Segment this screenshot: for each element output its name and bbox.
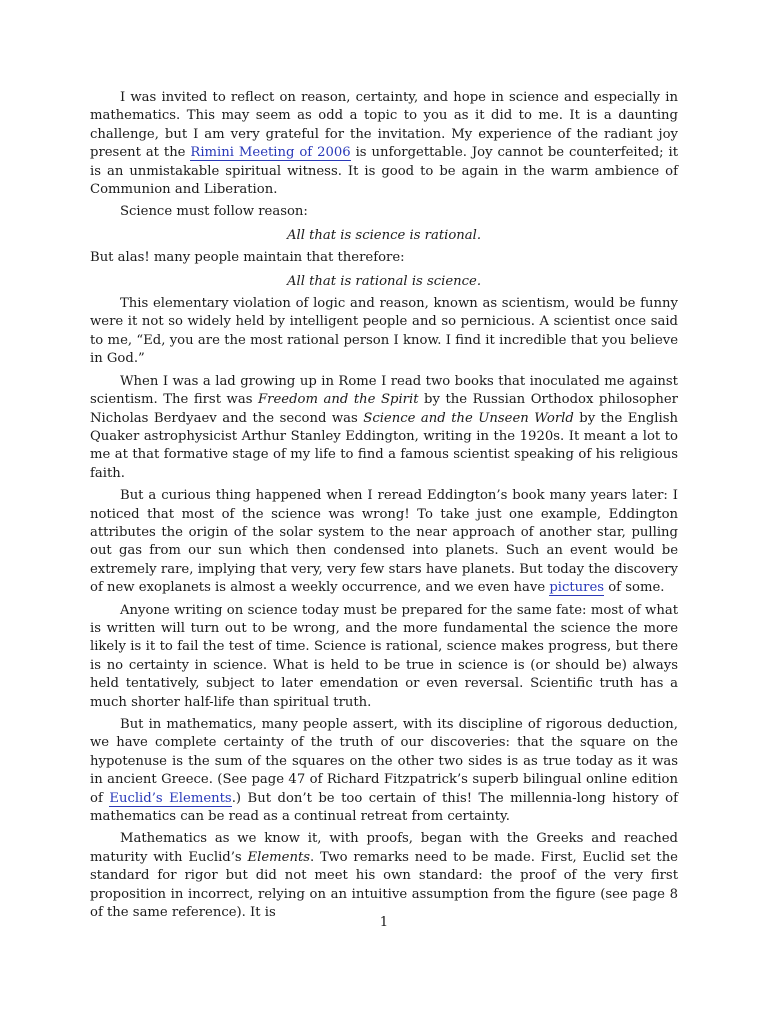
paragraph-text: But a curious thing happened when I reread Eddington’s book many years later: I noticed that most of the science was wrong! To take just one example, Eddington attributes the origin of the solar system to the near approach of another star, pulling out gas from our sun which then condensed into planets. Such an event would be extremely rare, implying that very, very few stars have planets. But today the discovery of new exoplanets is almost a weekly occurrence, and we even have [90,488,678,596]
paragraph-5 [90,373,678,483]
paragraph-text: But in mathematics, many people assert, with its discipline of rigorous deduction, we have complete certainty of the truth of our discoveries: that the square on the hypotenuse is the sum of the squares on the other two sides is as true today as it was in ancient Greece. (See page 47 of Richard Fitzpatrick’s superb bilingual online edition of [90,717,678,806]
paragraph-text: .) But don’t be too certain of this! The millennia-long history of mathematics can be read as a continual retreat from certainty. [90,790,678,825]
euclids-elements-link[interactable]: Euclid’s Elements [109,790,232,806]
paragraph-4: This elementary violation of logic and reason, known as scientism, would be funny were it not so widely held by intelligent people and so pernicious. A scientist once said to me, “Ed, you are the most rational person I know. I find it incredible that you believe in God.” [90,296,678,367]
book-title: Science and the Unseen World [363,410,574,426]
paragraph-6 [90,487,678,597]
document-body [90,89,678,922]
book-title: Elements [247,849,311,865]
quote-2: All that is rational is science. [286,273,482,289]
paragraph-2: Science must follow reason: [120,204,308,220]
paragraph-text: of some. [604,580,665,596]
paragraph-text: is unforgettable. Joy cannot be counterfeited; it is an unmistakable spiritual witness. It is good to be again in the warm ambience of Communion and Liberation. [90,145,679,198]
pictures-link[interactable]: pictures [549,580,605,596]
page-number: 1 [379,915,389,930]
paragraph-text: I was invited to reflect on reason, certainty, and hope in science and especially in mathematics. This may seem as odd a topic to you as it did to me. It is a daunting challenge, but I am very grateful for the invitation. My experience of the radiant joy present at the [90,90,678,161]
paragraph-text: . Two remarks need to be made. First, Euclid set the standard for rigor but did not meet his own standard: the proof of the very first proposition in incorrect, relying on an intuitive assumption from the figure (see page 8 of the same reference). It is [90,849,678,921]
paragraph-text: When I was a lad growing up in Rome I read two books that inoculated me against scientism. The first was [90,373,678,408]
paragraph-1 [90,89,678,199]
rimini-meeting-link[interactable]: Rimini Meeting of 2006 [190,145,351,161]
paragraph-3: But alas! many people maintain that therefore: [90,250,405,266]
paragraph-9 [90,830,678,922]
quote-1: All that is science is rational. [286,227,482,243]
paragraph-text: by the English Quaker astrophysicist Arthur Stanley Eddington, writing in the 1920s. It meant a lot to me at that formative stage of my life to find a famous scientist speaking of his religious faith. [90,410,678,481]
paragraph-8 [90,716,678,826]
book-title: Freedom and the Spirit [258,392,419,408]
paragraph-text: Mathematics as we know it, with proofs, began with the Greeks and reached maturity with Euclid’s [90,831,678,865]
paragraph-text: by the Russian Orthodox philosopher Nicholas Berdyaev and the second was [90,392,678,426]
paragraph-7: Anyone writing on science today must be prepared for the same fate: most of what is written will turn out to be wrong, and the more fundamental the science the more likely is it to fail the test of time. Science is rational, science makes progress, but there is no certainty in science. What is held to be true in science is (or should be) always held tentatively, subject to later emendation or even reversal. Scientific truth has a much shorter half-life than spiritual truth. [90,602,678,710]
